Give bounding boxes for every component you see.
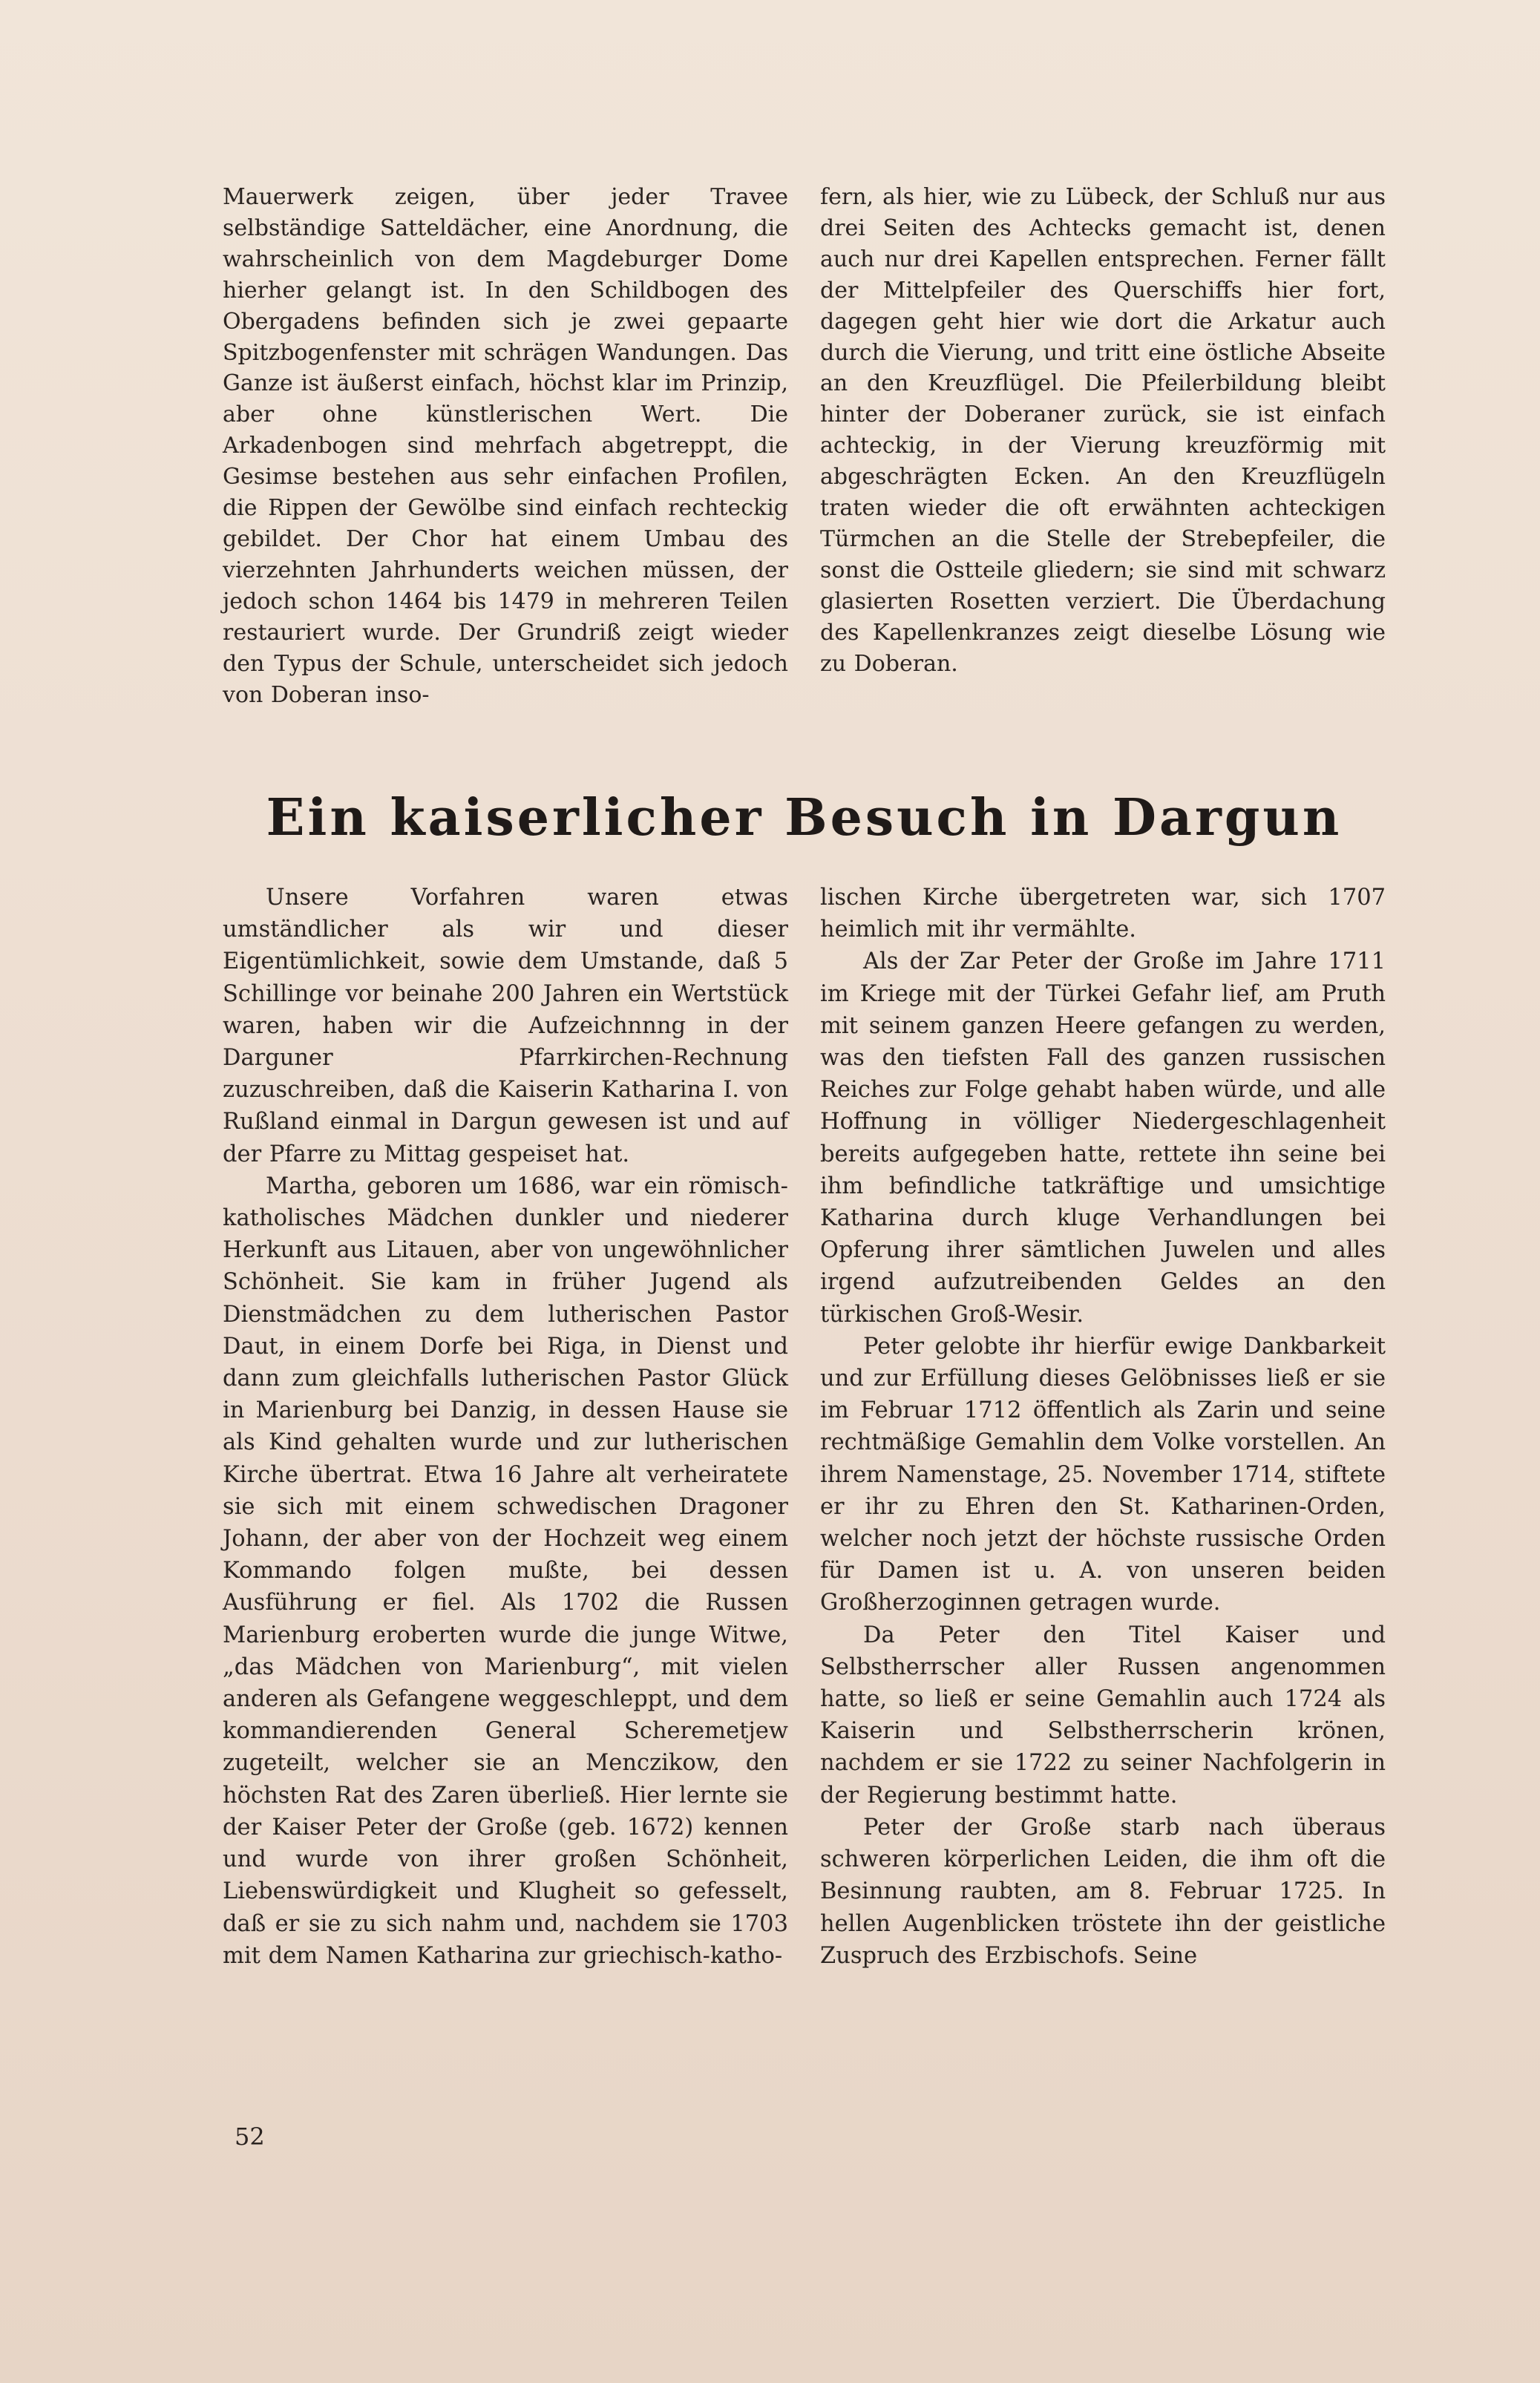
paragraph: Peter gelobte ihr hierfür ewige Dankbarkeit und zur Erfüllung dieses Gelöbnisses ließ er sie im Februar 1712 öffentlich als Zarin und seine rechtmäßige Gemahlin dem Volke vorstellen. An ihrem Namenstage, 25. November 1714, stiftete er ihr zu Ehren den St. Katharinen-Orden, welcher noch jetzt der höchste russische Orden für Damen ist u. A. von unseren beiden Großherzoginnen getragen wurde. <box>820 1333 1386 1616</box>
paragraph: lischen Kirche übergetreten war, sich 1707 heimlich mit ihr vermählte. <box>820 885 1386 943</box>
paragraph: Mauerwerk zeigen, über jeder Travee selbständige Satteldächer, eine Anordnung, die wahrscheinlich von dem Magdeburger Dome hierher gelangt ist. In den Schildbogen des Obergadens befinden sich je zwei gepaarte Spitzbogenfenster mit schrägen Wandungen. Das Ganze ist äußerst einfach, höchst klar im Prinzip, aber ohne künstlerischen Wert. Die Arkadenbogen sind mehrfach abgetreppt, die Gesimse bestehen aus sehr einfachen Profilen, die Rippen der Gewölbe sind einfach rechteckig gebildet. Der Chor hat einem Umbau des vierzehnten Jahrhunderts weichen müssen, der jedoch schon 1464 bis 1479 in mehreren Teilen restauriert wurde. Der Grundriß zeigt wieder den Typus der Schule, unterscheidet sich jedoch von Doberan inso- <box>223 184 788 708</box>
text-column-top-right <box>820 182 1386 680</box>
paragraph: Unsere Vorfahren waren etwas umständlicher als wir und dieser Eigentümlichkeit, sowie dem Umstande, daß 5 Schillinge vor beinahe 200 Jahren ein Wertstück waren, haben wir die Aufzeichnnng in der Darguner Pfarrkirchen-Rechnung zuzuschreiben, daß die Kaiserin Katharina I. von Rußland einmal in Dargun gewesen ist und auf der Pfarre zu Mittag gespeiset hat. <box>223 885 788 1167</box>
text-column-bottom-right <box>820 882 1386 1972</box>
page-number: 52 <box>235 2123 265 2151</box>
text-column-top-left <box>223 182 788 710</box>
paragraph: Martha, geboren um 1686, war ein römisch-katholisches Mädchen dunkler und niederer Herkunft aus Litauen, aber von ungewöhnlicher Schönheit. Sie kam in früher Jugend als Dienstmädchen zu dem lutherischen Pastor Daut, in einem Dorfe bei Riga, in Dienst und dann zum gleichfalls lutherischen Pastor Glück in Marienburg bei Danzig, in dessen Hause sie als Kind gehalten wurde und zur lutherischen Kirche übertrat. Etwa 16 Jahre alt verheiratete sie sich mit einem schwedischen Dragoner Johann, der aber von der Hochzeit weg einem Kommando folgen mußte, bei dessen Ausführung er fiel. Als 1702 die Russen Marienburg eroberten wurde die junge Witwe, „das Mädchen von Marienburg“, mit vielen anderen als Gefangene weggeschleppt, und dem kommandierenden General Scheremetjew zugeteilt, welcher sie an Menczikow, den höchsten Rat des Zaren überließ. Hier lernte sie der Kaiser Peter der Große (geb. 1672) kennen und wurde von ihrer großen Schönheit, Liebenswürdigkeit und Klugheit so gefesselt, daß er sie zu sich nahm und, nachdem sie 1703 mit dem Namen Katharina zur griechisch-katho- <box>223 1173 788 1969</box>
paragraph: Als der Zar Peter der Große im Jahre 1711 im Kriege mit der Türkei Gefahr lief, am Pruth mit seinem ganzen Heere gefangen zu werden, was den tiefsten Fall des ganzen russischen Reiches zur Folge gehabt haben würde, und alle Hoffnung in völliger Niedergeschlagenheit bereits aufgegeben hatte, rettete ihn seine bei ihm befindliche tatkräftige und umsichtige Katharina durch kluge Verhandlungen bei Opferung ihrer sämtlichen Juwelen und alles irgend aufzutreibenden Geldes an den türkischen Groß-Wesir. <box>820 948 1386 1328</box>
article-heading: Ein kaiserlicher Besuch in Dargun <box>266 788 1343 848</box>
paragraph: Peter der Große starb nach überaus schweren körperlichen Leiden, die ihm oft die Besinnung raubten, am 8. Februar 1725. In hellen Augenblicken tröstete ihn der geistliche Zuspruch des Erzbischofs. Seine <box>820 1814 1386 1969</box>
paragraph: Da Peter den Titel Kaiser und Selbstherrscher aller Russen angenommen hatte, so ließ er seine Gemahlin auch 1724 als Kaiserin und Selbstherrscherin krönen, nachdem er sie 1722 zu seiner Nachfolgerin in der Regierung bestimmt hatte. <box>820 1622 1386 1809</box>
paragraph: fern, als hier, wie zu Lübeck, der Schluß nur aus drei Seiten des Achtecks gemacht ist, denen auch nur drei Kapellen entsprechen. Ferner fällt der Mittelpfeiler des Querschiffs hier fort, dagegen geht hier wie dort die Arkatur auch durch die Vierung, und tritt eine östliche Abseite an den Kreuzflügel. Die Pfeilerbildung bleibt hinter der Doberaner zurück, sie ist einfach achteckig, in der Vierung kreuzförmig mit abgeschrägten Ecken. An den Kreuzflügeln traten wieder die oft erwähnten achteckigen Türmchen an die Stelle der Strebepfeiler, die sonst die Ostteile gliedern; sie sind mit schwarz glasierten Rosetten verziert. Die Überdachung des Kapellenkranzes zeigt dieselbe Lösung wie zu Doberan. <box>820 184 1386 677</box>
text-column-bottom-left <box>223 882 788 1972</box>
